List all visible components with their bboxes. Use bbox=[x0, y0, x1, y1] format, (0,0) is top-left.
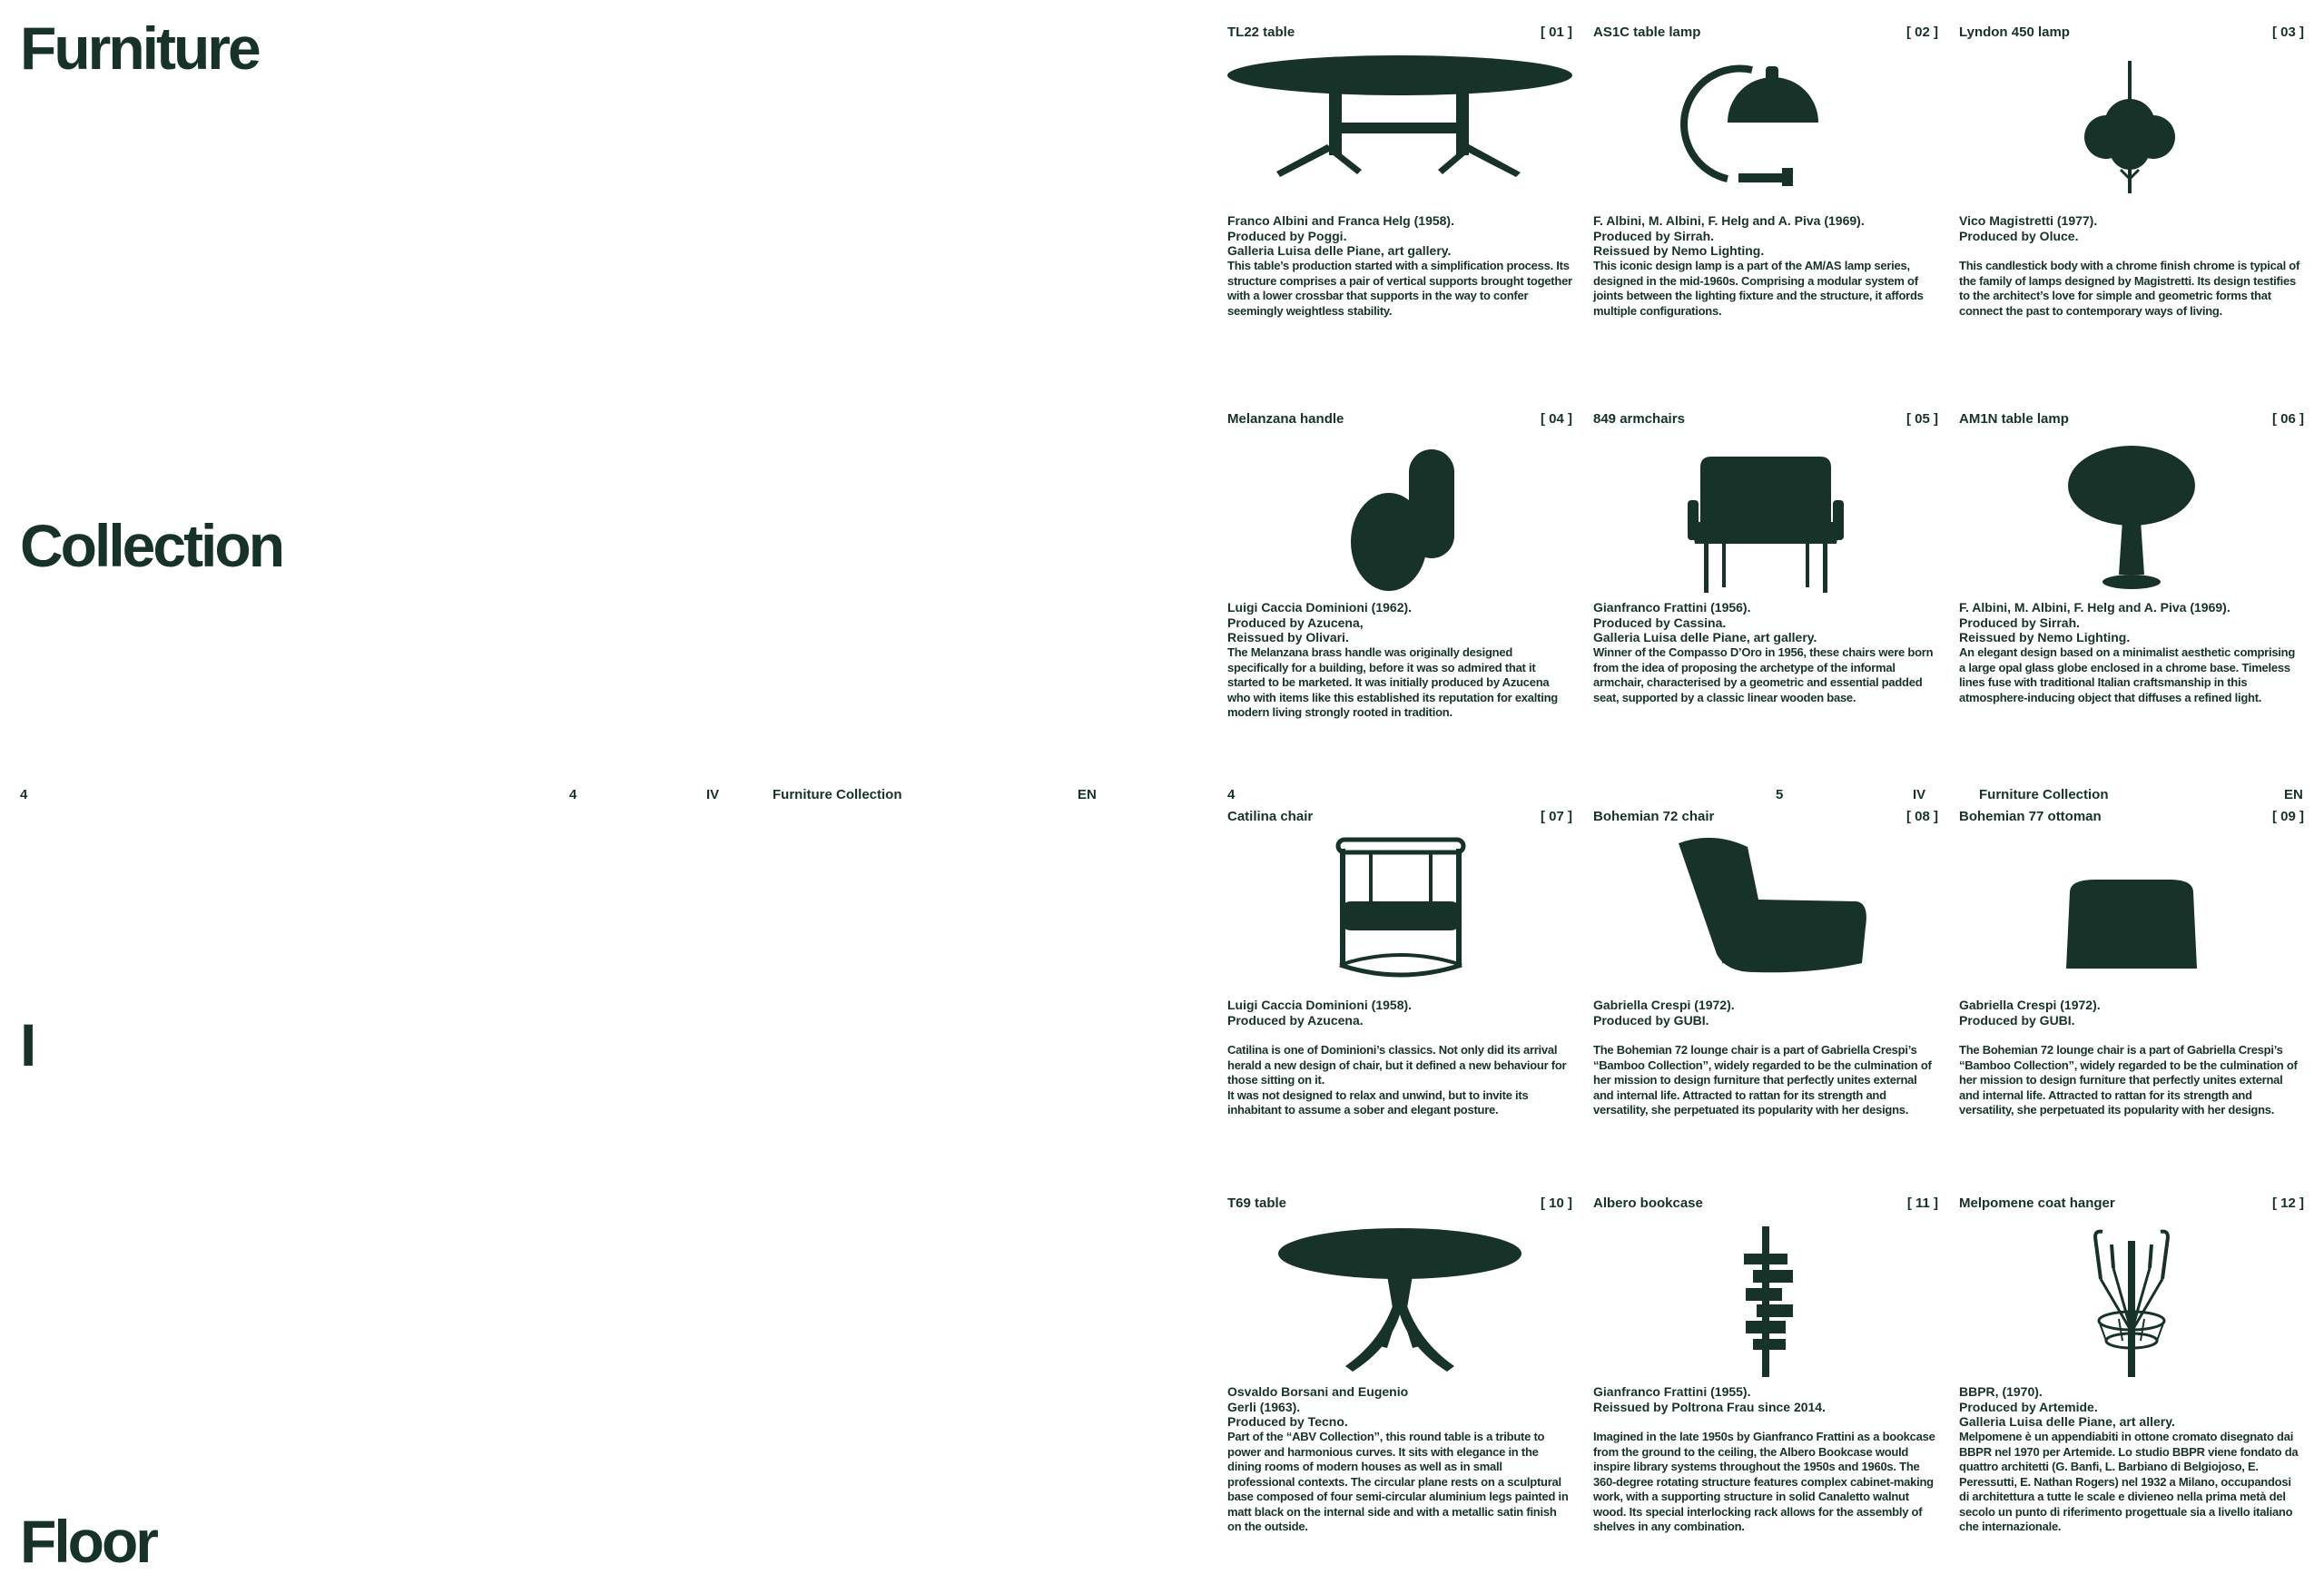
product-card-am1n-lamp bbox=[1959, 411, 2304, 792]
credit-line: Produced by Tecno. bbox=[1227, 1414, 1348, 1429]
credit-line: Produced by Sirrah. bbox=[1959, 615, 2081, 630]
product-description: The Melanzana brass handle was originally designed specifically for a building, before it was so admired that it started to be marketed. It was initially produced by Azucena who with items like this established its reputation for exalting modern living strongly rooted in tradition. bbox=[1227, 645, 1558, 719]
product-title: 849 armchairs bbox=[1593, 411, 1685, 427]
product-number: [ 06 ] bbox=[2271, 411, 2304, 427]
product-card-albero-bookcase bbox=[1593, 1195, 1938, 1577]
product-number: [ 07 ] bbox=[1540, 809, 1572, 824]
product-description: The Bohemian 72 lounge chair is a part of Gabriella Crespi’s “Bamboo Collection”, widely regarded to be the culmination of her mission to design furniture that perfectly unites external and internal life. Attracted to rattan for its strength and versatility, she perpetuated its popularity with her designs. bbox=[1593, 1043, 1932, 1117]
arc-table-lamp-icon bbox=[1593, 43, 1938, 215]
oval-table-icon bbox=[1227, 43, 1572, 215]
product-number: [ 11 ] bbox=[1906, 1195, 1938, 1211]
round-table-icon bbox=[1227, 1214, 1572, 1386]
folio-right-roman-numeral: IV bbox=[1913, 787, 1926, 802]
product-title: Lyndon 450 lamp bbox=[1959, 25, 2070, 40]
credit-line: Luigi Caccia Dominioni (1958). bbox=[1227, 998, 1413, 1012]
coat-hanger-icon bbox=[1959, 1214, 2304, 1386]
product-description: Winner of the Compasso D’Oro in 1956, these chairs were born from the idea of proposing the archetype of the informal armchair, characterised by a geometric and essential padded seat, supported by a classic linear wooden base. bbox=[1593, 645, 1934, 704]
product-description: An elegant design based on a minimalist aesthetic comprising a large opal glass globe enclosed in a chrome base. Timeless lines fuse with traditional Italian craftsmanship in this atmosphere-inducing object that diffuses a refined light. bbox=[1959, 645, 2296, 704]
product-number: [ 03 ] bbox=[2271, 25, 2304, 40]
credit-line: Reissued by Nemo Lighting. bbox=[1959, 630, 2131, 644]
product-description: The Bohemian 72 lounge chair is a part of Gabriella Crespi’s “Bamboo Collection”, widely regarded to be the culmination of her mission to design furniture that perfectly unites external and internal life. Attracted to rattan for its strength and versatility, she perpetuated its popularity with her designs. bbox=[1959, 1043, 2298, 1117]
product-description: Catilina is one of Dominioni’s classics. Not only did its arrival herald a new design of chair, but it defined a new behaviour for those sitting on it. It was not designed to relax and unwind, but to invite its inhabitant to assume a sober and elegant posture. bbox=[1227, 1043, 1567, 1117]
product-description: Melpomene è un appendiabiti in ottone cromato disegnato dai BBPR nel 1970 per Artemide. Lo studio BBPR viene fondato da quattro architetti (G. Banfi, L. Barbiano di Belgiojoso, E. Peressutti, E. Nathan Rogers) nel 1932 a Milano, occupandosi di architettura a tutte le scale e divieneo nella prima metà del secolo un punto di riferimento progettuale sia a livello italiano che internazionale. bbox=[1959, 1430, 2299, 1533]
credit-line: Gabriella Crespi (1972). bbox=[1593, 998, 1735, 1012]
credit-line: F. Albini, M. Albini, F. Helg and A. Piva (1969). bbox=[1959, 600, 2230, 615]
credit-line: Produced by GUBI. bbox=[1593, 1012, 1709, 1028]
folio-page-number-repeat: 4 bbox=[569, 787, 577, 802]
credit-line: BBPR, (1970). bbox=[1959, 1384, 2043, 1399]
product-description: Imagined in the late 1950s by Gianfranco Frattini as a bookcase from the ground to the ceiling, the Albero Bookcase would inspire library systems throughout the 1950s and 1960s. The 360-degree rotating structure features complex cabinet-making work, with a supporting structure in solid Canaletto walnut wood. Its special interlocking rack allows for the assembly of shelves in any combination. bbox=[1593, 1430, 1935, 1533]
lounge-chair-icon bbox=[1593, 827, 1938, 999]
credit-line: Galleria Luisa delle Piane, art gallery. bbox=[1227, 243, 1452, 258]
product-description: Part of the “ABV Collection”, this round table is a tribute to power and harmonious curves. It sits with elegance in the dining rooms of modern houses as well as in small professional contexts. The circular plane rests on a sculptural base composed of four semi-circular aluminium legs painted in matt black on the internal side and with a metallic satin finish on the outside. bbox=[1227, 1430, 1569, 1533]
product-card-melpomene-coat-hanger bbox=[1959, 1195, 2304, 1577]
globe-cluster-lamp-icon bbox=[1959, 43, 2304, 215]
product-card-t69-table bbox=[1227, 1195, 1572, 1577]
product-title: T69 table bbox=[1227, 1195, 1287, 1211]
folio-roman-numeral: IV bbox=[706, 787, 720, 802]
credit-line: Produced by Oluce. bbox=[1959, 228, 2079, 243]
product-number: [ 02 ] bbox=[1905, 25, 1938, 40]
credit-line: Gabriella Crespi (1972). bbox=[1959, 998, 2101, 1012]
product-title: Albero bookcase bbox=[1593, 1195, 1703, 1211]
product-title: Bohemian 72 chair bbox=[1593, 809, 1715, 824]
credit-line: Reissued by Nemo Lighting. bbox=[1593, 243, 1765, 258]
credit-line: Produced by Artemide. bbox=[1959, 1399, 2098, 1414]
credit-line: Franco Albini and Franca Helg (1958). bbox=[1227, 213, 1454, 228]
product-number: [ 08 ] bbox=[1905, 809, 1938, 824]
credit-line: Gerli (1963). bbox=[1227, 1399, 1301, 1414]
product-number: [ 04 ] bbox=[1540, 411, 1572, 427]
folio-right-language: EN bbox=[2284, 787, 2303, 802]
product-description: This iconic design lamp is a part of the AM/AS lamp series, designed in the mid-1960s. Comprising a modular system of joints between the lighting fixture and the structure, it affords multiple configurations. bbox=[1593, 259, 1924, 318]
cover-word-volume: I bbox=[20, 1011, 34, 1078]
product-card-as1c-lamp bbox=[1593, 25, 1938, 406]
ottoman-icon bbox=[1959, 827, 2304, 999]
folio-right-section-title: Furniture Collection bbox=[1979, 787, 2109, 802]
credit-line: Osvaldo Borsani and Eugenio bbox=[1227, 1384, 1409, 1399]
product-title: Melpomene coat hanger bbox=[1959, 1195, 2115, 1211]
armchair-icon bbox=[1593, 429, 1938, 602]
credit-line: Produced by Sirrah. bbox=[1593, 228, 1715, 243]
cover-word-furniture: Furniture bbox=[20, 15, 259, 82]
credit-line: Galleria Luisa delle Piane, art gallery. bbox=[1593, 630, 1817, 644]
folio-page-number: 4 bbox=[20, 787, 28, 802]
mushroom-lamp-icon bbox=[1959, 429, 2304, 602]
product-number: [ 12 ] bbox=[2271, 1195, 2304, 1211]
product-number: [ 09 ] bbox=[2271, 809, 2304, 824]
rotating-bookcase-icon bbox=[1593, 1214, 1938, 1386]
product-title: Bohemian 77 ottoman bbox=[1959, 809, 2102, 824]
credit-line: Gianfranco Frattini (1955). bbox=[1593, 1384, 1751, 1399]
folio-right-page-right: 5 bbox=[1776, 787, 1784, 802]
product-title: AS1C table lamp bbox=[1593, 25, 1701, 40]
credit-line: Produced by Azucena, bbox=[1227, 615, 1364, 630]
product-number: [ 05 ] bbox=[1905, 411, 1938, 427]
folio-language: EN bbox=[1078, 787, 1097, 802]
credit-line: Reissued by Poltrona Frau since 2014. bbox=[1593, 1399, 1826, 1414]
credit-line: Luigi Caccia Dominioni (1962). bbox=[1227, 600, 1413, 615]
cover-word-floor: Floor bbox=[20, 1508, 156, 1575]
credit-line: Galleria Luisa delle Piane, art allery. bbox=[1959, 1414, 2175, 1429]
credit-line: Produced by GUBI. bbox=[1959, 1012, 2075, 1028]
credit-line: F. Albini, M. Albini, F. Helg and A. Piva (1969). bbox=[1593, 213, 1865, 228]
folio-right-page-left: 4 bbox=[1227, 787, 1236, 802]
credit-line: Reissued by Olivari. bbox=[1227, 630, 1349, 644]
credit-line: Gianfranco Frattini (1956). bbox=[1593, 600, 1751, 615]
cover-word-collection: Collection bbox=[20, 512, 283, 579]
product-card-bohemian-77-ottoman bbox=[1959, 809, 2304, 1190]
product-card-bohemian-72-chair bbox=[1593, 809, 1938, 1190]
product-number: [ 01 ] bbox=[1540, 25, 1572, 40]
folio-section-title: Furniture Collection bbox=[773, 787, 902, 802]
product-card-849-armchairs bbox=[1593, 411, 1938, 792]
product-card-melanzana-handle bbox=[1227, 411, 1572, 792]
product-description: This candlestick body with a chrome finish chrome is typical of the family of lamps designed by Magistretti. Its design testifies to the architect’s love for simple and geometric forms that connect the past to contemporary ways of living. bbox=[1959, 259, 2300, 318]
product-number: [ 10 ] bbox=[1540, 1195, 1572, 1211]
door-handle-icon bbox=[1227, 429, 1572, 602]
credit-line: Produced by Cassina. bbox=[1593, 615, 1727, 630]
product-card-catilina-chair bbox=[1227, 809, 1572, 1190]
product-title: TL22 table bbox=[1227, 25, 1295, 40]
round-frame-chair-icon bbox=[1227, 827, 1572, 999]
product-card-lyndon-lamp bbox=[1959, 25, 2304, 406]
credit-line: Produced by Poggi. bbox=[1227, 228, 1347, 243]
credit-line: Vico Magistretti (1977). bbox=[1959, 213, 2098, 228]
credit-line: Produced by Azucena. bbox=[1227, 1012, 1364, 1028]
product-description: This table’s production started with a simplification process. Its structure comprises a pair of vertical supports brought together with a lower crossbar that supports in the way to confer seemingly weightless stability. bbox=[1227, 259, 1572, 318]
product-title: Melanzana handle bbox=[1227, 411, 1344, 427]
product-title: AM1N table lamp bbox=[1959, 411, 2069, 427]
product-card-tl22-table bbox=[1227, 25, 1572, 406]
product-title: Catilina chair bbox=[1227, 809, 1314, 824]
